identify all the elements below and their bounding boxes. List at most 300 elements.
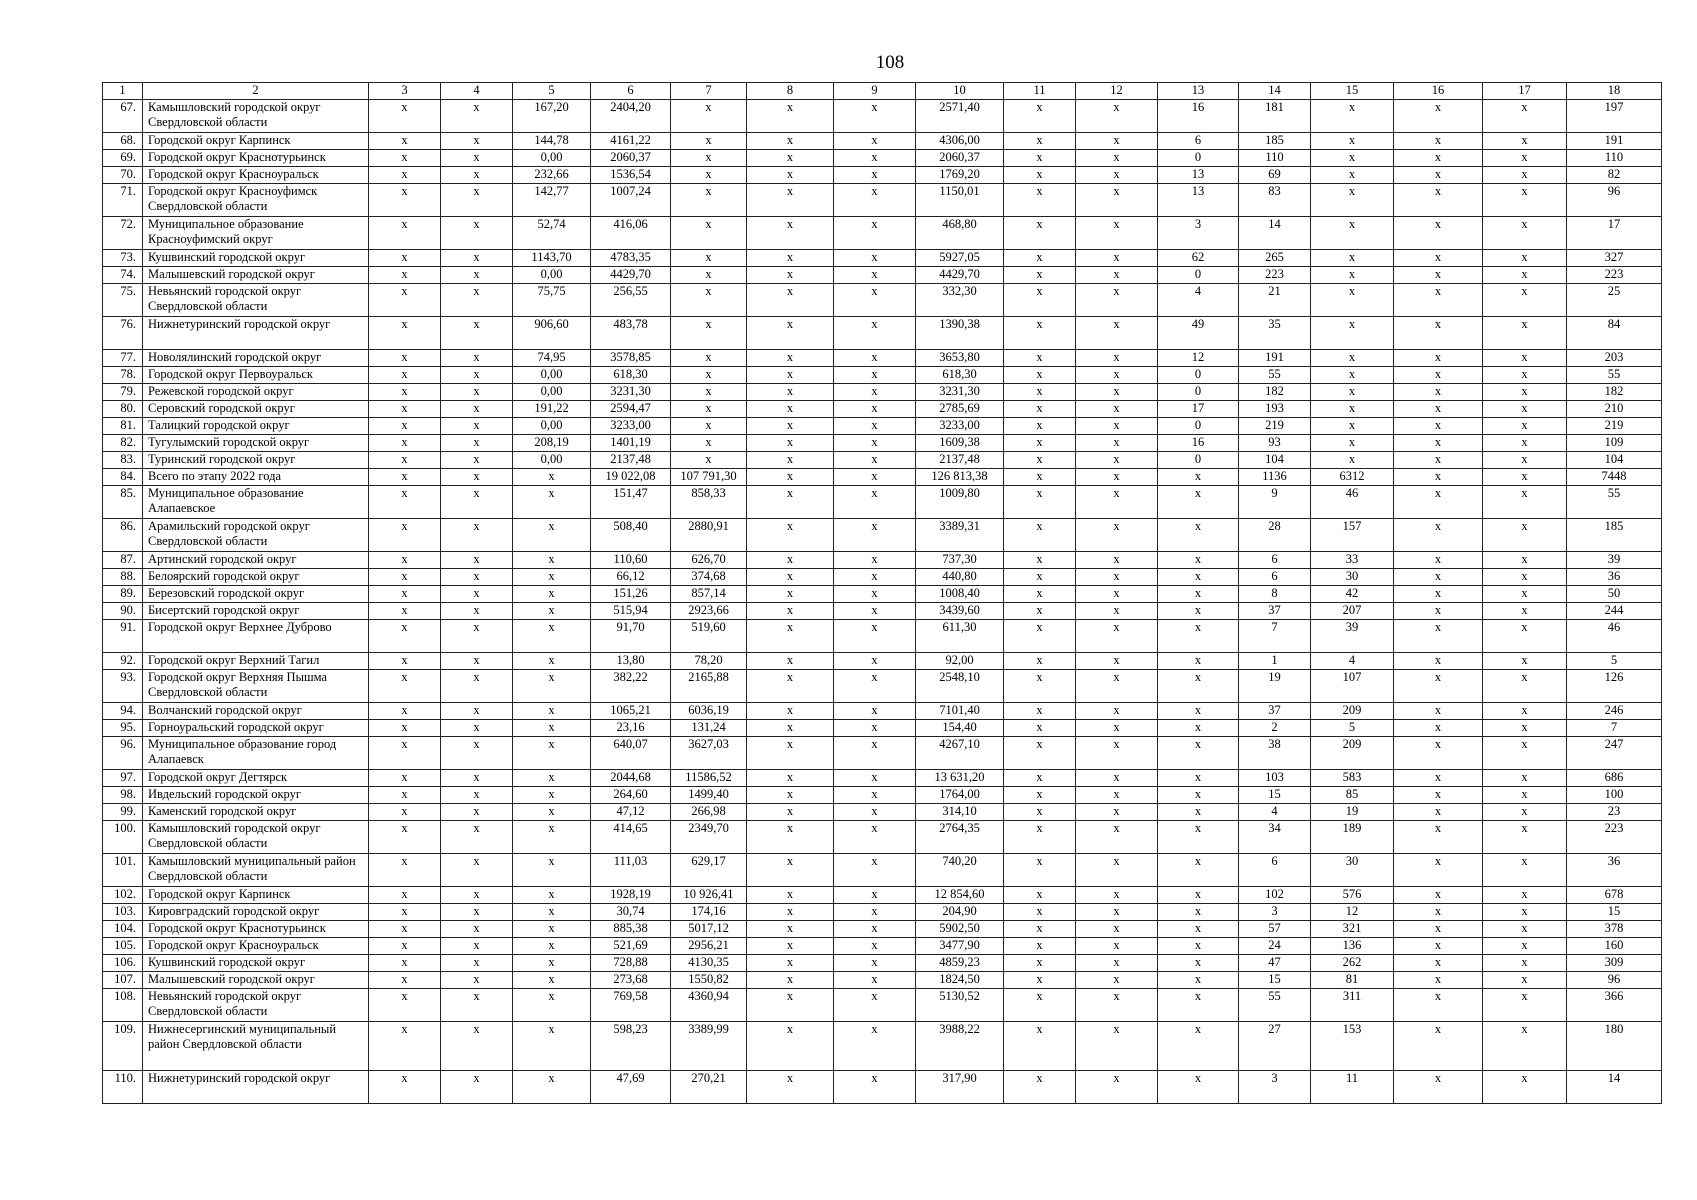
table-cell: х: [1394, 1071, 1483, 1104]
table-cell: х: [1483, 1022, 1567, 1071]
table-cell: х: [834, 469, 916, 486]
table-cell: 618,30: [591, 367, 671, 384]
table-cell: х: [369, 586, 441, 603]
table-cell: 366: [1567, 989, 1662, 1022]
table-cell: 3389,31: [916, 519, 1004, 552]
table-cell: х: [513, 703, 591, 720]
table-cell: х: [1158, 703, 1239, 720]
table-cell: х: [441, 854, 513, 887]
table-cell: 2571,40: [916, 100, 1004, 133]
table-cell: 737,30: [916, 552, 1004, 569]
table-cell: х: [1394, 519, 1483, 552]
table-cell: х: [1076, 854, 1158, 887]
table-row: [103, 267, 1662, 284]
table-cell: 4429,70: [916, 267, 1004, 284]
table-cell: х: [834, 217, 916, 250]
table-cell: х: [1158, 586, 1239, 603]
table-cell: х: [834, 854, 916, 887]
table-cell: х: [1483, 435, 1567, 452]
table-cell: 154,40: [916, 720, 1004, 737]
table-cell: х: [513, 904, 591, 921]
table-cell: х: [1004, 821, 1076, 854]
municipality-name-cell: Малышевский городской округ: [143, 267, 369, 284]
column-header: 17: [1483, 83, 1567, 100]
table-cell: х: [369, 770, 441, 787]
table-cell: х: [747, 217, 834, 250]
table-cell: х: [441, 804, 513, 821]
table-cell: х: [747, 469, 834, 486]
table-row: [103, 921, 1662, 938]
table-row: [103, 384, 1662, 401]
table-cell: 1928,19: [591, 887, 671, 904]
table-cell: х: [1158, 469, 1239, 486]
row-number-cell: 96.: [103, 737, 143, 770]
table-cell: х: [369, 100, 441, 133]
table-cell: х: [513, 552, 591, 569]
table-row: [103, 1071, 1662, 1104]
table-cell: 270,21: [671, 1071, 747, 1104]
table-cell: х: [834, 418, 916, 435]
table-cell: х: [747, 133, 834, 150]
table-cell: х: [1394, 486, 1483, 519]
table-cell: х: [747, 569, 834, 586]
table-cell: х: [1076, 284, 1158, 317]
table-cell: х: [1158, 972, 1239, 989]
table-cell: 189: [1311, 821, 1394, 854]
table-cell: х: [1394, 452, 1483, 469]
table-cell: 256,55: [591, 284, 671, 317]
row-number-cell: 76.: [103, 317, 143, 350]
table-cell: х: [1311, 267, 1394, 284]
table-cell: х: [1076, 586, 1158, 603]
table-cell: х: [1394, 703, 1483, 720]
table-cell: 153: [1311, 1022, 1394, 1071]
table-row: [103, 133, 1662, 150]
table-cell: 180: [1567, 1022, 1662, 1071]
table-cell: х: [1076, 150, 1158, 167]
table-cell: 314,10: [916, 804, 1004, 821]
table-cell: 13,80: [591, 653, 671, 670]
table-cell: х: [1394, 133, 1483, 150]
municipality-name-cell: Муниципальное образование Алапаевское: [143, 486, 369, 519]
table-cell: х: [834, 150, 916, 167]
table-cell: х: [1394, 737, 1483, 770]
table-cell: х: [834, 586, 916, 603]
table-cell: 55: [1567, 486, 1662, 519]
table-cell: х: [1483, 804, 1567, 821]
table-cell: 3233,00: [591, 418, 671, 435]
table-cell: х: [441, 670, 513, 703]
table-cell: х: [1311, 401, 1394, 418]
table-cell: 126: [1567, 670, 1662, 703]
table-cell: 273,68: [591, 972, 671, 989]
table-body: [103, 100, 1662, 1104]
table-cell: х: [834, 821, 916, 854]
table-cell: х: [671, 250, 747, 267]
table-cell: 223: [1239, 267, 1311, 284]
table-cell: х: [513, 586, 591, 603]
table-cell: х: [1076, 133, 1158, 150]
row-number-cell: 71.: [103, 184, 143, 217]
table-cell: х: [441, 921, 513, 938]
table-row: [103, 972, 1662, 989]
table-cell: х: [1394, 150, 1483, 167]
table-cell: х: [441, 184, 513, 217]
table-cell: х: [1158, 854, 1239, 887]
table-cell: 515,94: [591, 603, 671, 620]
table-cell: 42: [1311, 586, 1394, 603]
table-cell: х: [1158, 519, 1239, 552]
table-row: [103, 250, 1662, 267]
table-cell: 96: [1567, 184, 1662, 217]
table-row: [103, 787, 1662, 804]
table-cell: х: [513, 1071, 591, 1104]
table-cell: х: [747, 620, 834, 653]
table-row: [103, 1022, 1662, 1071]
table-cell: х: [1076, 435, 1158, 452]
table-cell: х: [1483, 184, 1567, 217]
row-number-cell: 101.: [103, 854, 143, 887]
table-cell: х: [747, 250, 834, 267]
table-cell: х: [1076, 921, 1158, 938]
table-cell: 12 854,60: [916, 887, 1004, 904]
column-header: 12: [1076, 83, 1158, 100]
table-cell: х: [1394, 552, 1483, 569]
table-cell: х: [834, 921, 916, 938]
table-cell: х: [834, 787, 916, 804]
table-cell: 151,47: [591, 486, 671, 519]
table-cell: х: [1004, 972, 1076, 989]
row-number-cell: 70.: [103, 167, 143, 184]
table-cell: х: [369, 854, 441, 887]
column-header: 8: [747, 83, 834, 100]
table-cell: 47,12: [591, 804, 671, 821]
table-cell: 3: [1158, 217, 1239, 250]
table-cell: 52,74: [513, 217, 591, 250]
row-number-cell: 82.: [103, 435, 143, 452]
municipality-name-cell: Городской округ Красноуфимск Свердловской области: [143, 184, 369, 217]
table-cell: х: [441, 452, 513, 469]
table-cell: х: [1483, 250, 1567, 267]
table-row: [103, 217, 1662, 250]
table-cell: х: [513, 804, 591, 821]
table-cell: 686: [1567, 770, 1662, 787]
table-cell: х: [1394, 100, 1483, 133]
column-header: 9: [834, 83, 916, 100]
table-cell: 110: [1567, 150, 1662, 167]
table-cell: х: [1004, 720, 1076, 737]
table-cell: 327: [1567, 250, 1662, 267]
table-cell: 2594,47: [591, 401, 671, 418]
row-number-cell: 68.: [103, 133, 143, 150]
column-header: 14: [1239, 83, 1311, 100]
table-cell: х: [441, 989, 513, 1022]
table-cell: 2: [1239, 720, 1311, 737]
table-cell: 0,00: [513, 267, 591, 284]
table-cell: 49: [1158, 317, 1239, 350]
table-cell: х: [747, 1071, 834, 1104]
table-cell: х: [834, 384, 916, 401]
table-cell: х: [834, 184, 916, 217]
data-table: [102, 82, 1662, 1104]
municipality-name-cell: Нижнетуринский городской округ: [143, 317, 369, 350]
row-number-cell: 77.: [103, 350, 143, 367]
table-cell: х: [1483, 100, 1567, 133]
table-cell: х: [671, 217, 747, 250]
table-cell: х: [834, 603, 916, 620]
header-row: [103, 83, 1662, 100]
table-row: [103, 770, 1662, 787]
table-cell: 414,65: [591, 821, 671, 854]
table-cell: х: [369, 569, 441, 586]
table-cell: х: [1483, 603, 1567, 620]
table-cell: 247: [1567, 737, 1662, 770]
table-cell: 382,22: [591, 670, 671, 703]
table-cell: 0,00: [513, 418, 591, 435]
table-cell: 182: [1567, 384, 1662, 401]
row-number-cell: 83.: [103, 452, 143, 469]
table-cell: 4: [1239, 804, 1311, 821]
table-cell: х: [671, 317, 747, 350]
table-cell: х: [834, 569, 916, 586]
table-cell: х: [1483, 720, 1567, 737]
table-cell: 4130,35: [671, 955, 747, 972]
table-cell: х: [1158, 603, 1239, 620]
table-cell: 25: [1567, 284, 1662, 317]
table-cell: х: [513, 955, 591, 972]
table-cell: х: [1158, 653, 1239, 670]
table-cell: х: [834, 267, 916, 284]
table-cell: х: [369, 367, 441, 384]
table-cell: х: [1483, 519, 1567, 552]
table-cell: х: [1483, 653, 1567, 670]
table-cell: 1008,40: [916, 586, 1004, 603]
table-cell: 24: [1239, 938, 1311, 955]
table-cell: х: [369, 452, 441, 469]
table-cell: х: [441, 1022, 513, 1071]
row-number-cell: 102.: [103, 887, 143, 904]
table-cell: 19 022,08: [591, 469, 671, 486]
table-cell: х: [1483, 921, 1567, 938]
table-cell: х: [1004, 1071, 1076, 1104]
row-number-cell: 87.: [103, 552, 143, 569]
municipality-name-cell: Городской округ Карпинск: [143, 887, 369, 904]
table-cell: 3477,90: [916, 938, 1004, 955]
table-cell: 640,07: [591, 737, 671, 770]
table-cell: 55: [1239, 989, 1311, 1022]
table-cell: х: [1394, 317, 1483, 350]
table-cell: 9: [1239, 486, 1311, 519]
table-cell: 33: [1311, 552, 1394, 569]
table-cell: 203: [1567, 350, 1662, 367]
table-cell: х: [1483, 1071, 1567, 1104]
table-cell: х: [671, 133, 747, 150]
table-cell: х: [513, 486, 591, 519]
column-header: 2: [143, 83, 369, 100]
table-cell: х: [1004, 670, 1076, 703]
table-cell: 3439,60: [916, 603, 1004, 620]
table-cell: х: [1158, 737, 1239, 770]
table-cell: х: [1483, 418, 1567, 435]
table-cell: х: [369, 887, 441, 904]
table-cell: 2044,68: [591, 770, 671, 787]
table-cell: х: [1076, 418, 1158, 435]
table-cell: х: [834, 703, 916, 720]
table-cell: х: [1076, 653, 1158, 670]
table-cell: х: [513, 938, 591, 955]
table-cell: х: [1004, 519, 1076, 552]
table-cell: х: [513, 887, 591, 904]
table-cell: 55: [1239, 367, 1311, 384]
table-cell: х: [1076, 384, 1158, 401]
table-row: [103, 452, 1662, 469]
table-cell: х: [1004, 150, 1076, 167]
column-header: 5: [513, 83, 591, 100]
table-cell: х: [1004, 989, 1076, 1022]
table-cell: х: [1076, 972, 1158, 989]
table-cell: х: [834, 989, 916, 1022]
municipality-name-cell: Березовский городской округ: [143, 586, 369, 603]
table-cell: 30,74: [591, 904, 671, 921]
table-cell: 2404,20: [591, 100, 671, 133]
table-cell: 508,40: [591, 519, 671, 552]
table-cell: 219: [1567, 418, 1662, 435]
table-cell: 1824,50: [916, 972, 1004, 989]
table-cell: 2137,48: [591, 452, 671, 469]
table-cell: х: [1158, 552, 1239, 569]
table-cell: х: [1076, 167, 1158, 184]
table-cell: х: [1483, 586, 1567, 603]
table-cell: х: [834, 519, 916, 552]
table-cell: 244: [1567, 603, 1662, 620]
table-cell: х: [513, 519, 591, 552]
table-cell: х: [369, 804, 441, 821]
table-cell: х: [834, 938, 916, 955]
table-cell: х: [747, 770, 834, 787]
table-cell: х: [834, 401, 916, 418]
table-cell: х: [441, 887, 513, 904]
table-cell: 104: [1239, 452, 1311, 469]
table-cell: х: [441, 972, 513, 989]
table-cell: х: [834, 887, 916, 904]
table-cell: 191: [1239, 350, 1311, 367]
municipality-name-cell: Городской округ Дегтярск: [143, 770, 369, 787]
row-number-cell: 95.: [103, 720, 143, 737]
table-cell: 21: [1239, 284, 1311, 317]
table-cell: 78,20: [671, 653, 747, 670]
table-cell: 332,30: [916, 284, 1004, 317]
table-cell: 4783,35: [591, 250, 671, 267]
table-cell: х: [834, 317, 916, 350]
table-cell: х: [1158, 887, 1239, 904]
table-cell: 46: [1311, 486, 1394, 519]
table-row: [103, 586, 1662, 603]
table-cell: 107 791,30: [671, 469, 747, 486]
table-cell: х: [441, 552, 513, 569]
table-cell: х: [834, 133, 916, 150]
table-cell: х: [1311, 367, 1394, 384]
table-cell: 3653,80: [916, 350, 1004, 367]
table-cell: 28: [1239, 519, 1311, 552]
table-cell: х: [1394, 720, 1483, 737]
column-header: 13: [1158, 83, 1239, 100]
table-cell: 35: [1239, 317, 1311, 350]
table-cell: х: [1004, 401, 1076, 418]
table-cell: 309: [1567, 955, 1662, 972]
table-row: [103, 620, 1662, 653]
table-cell: 576: [1311, 887, 1394, 904]
table-cell: 5927,05: [916, 250, 1004, 267]
table-cell: х: [1076, 569, 1158, 586]
table-cell: х: [671, 284, 747, 317]
table-cell: х: [1311, 100, 1394, 133]
table-cell: 11: [1311, 1071, 1394, 1104]
table-cell: х: [1076, 267, 1158, 284]
table-cell: х: [747, 401, 834, 418]
municipality-name-cell: Каменский городской округ: [143, 804, 369, 821]
table-cell: х: [369, 519, 441, 552]
table-cell: х: [747, 167, 834, 184]
table-cell: 66,12: [591, 569, 671, 586]
table-cell: 857,14: [671, 586, 747, 603]
table-cell: х: [1076, 1022, 1158, 1071]
table-cell: х: [1483, 552, 1567, 569]
row-number-cell: 91.: [103, 620, 143, 653]
table-cell: 262: [1311, 955, 1394, 972]
table-cell: х: [441, 367, 513, 384]
table-cell: 223: [1567, 821, 1662, 854]
table-cell: х: [1483, 367, 1567, 384]
table-cell: х: [1158, 486, 1239, 519]
table-cell: х: [441, 653, 513, 670]
table-cell: 3231,30: [591, 384, 671, 401]
table-cell: 5902,50: [916, 921, 1004, 938]
table-cell: х: [1483, 821, 1567, 854]
table-cell: 5017,12: [671, 921, 747, 938]
table-cell: 14: [1239, 217, 1311, 250]
table-cell: 618,30: [916, 367, 1004, 384]
table-cell: х: [441, 770, 513, 787]
row-number-cell: 100.: [103, 821, 143, 854]
table-cell: х: [369, 1071, 441, 1104]
table-cell: 266,98: [671, 804, 747, 821]
table-cell: х: [747, 787, 834, 804]
table-cell: 0: [1158, 418, 1239, 435]
table-cell: х: [369, 284, 441, 317]
table-cell: х: [747, 821, 834, 854]
table-cell: 416,06: [591, 217, 671, 250]
table-cell: х: [1483, 670, 1567, 703]
municipality-name-cell: Волчанский городской округ: [143, 703, 369, 720]
table-cell: х: [1004, 217, 1076, 250]
table-cell: 19: [1239, 670, 1311, 703]
table-cell: 37: [1239, 603, 1311, 620]
table-cell: х: [1158, 670, 1239, 703]
table-cell: х: [369, 350, 441, 367]
table-cell: х: [1394, 401, 1483, 418]
table-cell: х: [1483, 904, 1567, 921]
table-cell: х: [1158, 821, 1239, 854]
municipality-name-cell: Невьянский городской округ Свердловской области: [143, 989, 369, 1022]
row-number-cell: 80.: [103, 401, 143, 418]
table-cell: х: [747, 904, 834, 921]
table-row: [103, 435, 1662, 452]
table-cell: 3: [1239, 1071, 1311, 1104]
table-cell: х: [1158, 1022, 1239, 1071]
table-cell: х: [747, 955, 834, 972]
table-cell: х: [1004, 452, 1076, 469]
row-number-cell: 84.: [103, 469, 143, 486]
